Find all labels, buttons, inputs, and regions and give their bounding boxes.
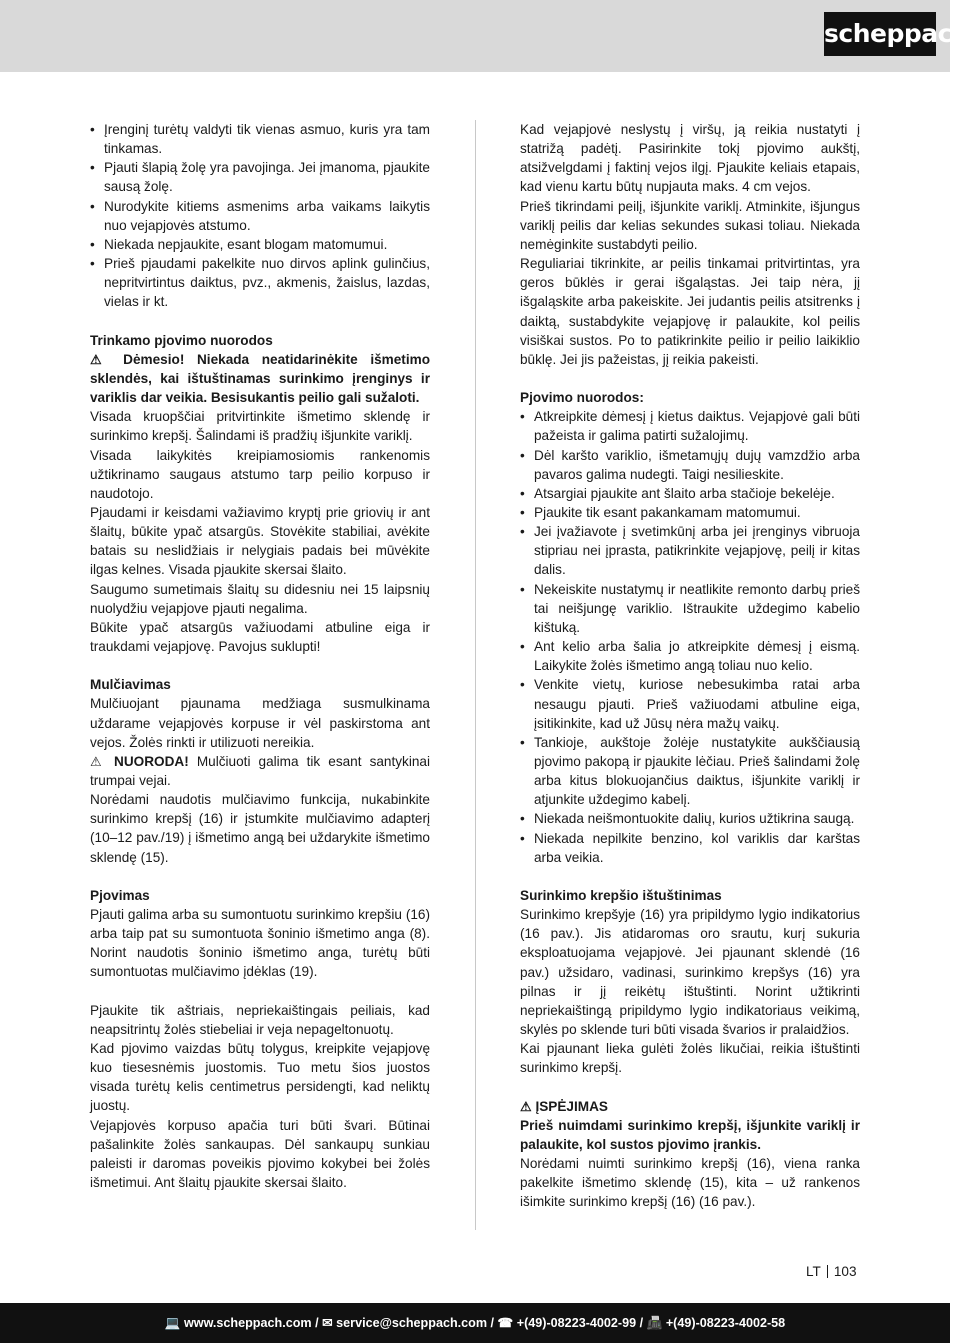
paragraph: Reguliariai tikrinkite, ar peilis tinkamai pritvirtintas, yra geros būklės ir gerai išgaląstas. Jei taip nėra, jį išgaląskite arba pakeiskite. Jei judantis peilis atsitrenks į daiktą, sustabdykite vejapjovę ir palaukite, kol peilis visiškai sustos. Po to patikrinkite peilio ir peilio laikiklio būklę. Jei jis pažeistas, jį reikia pakeisti. bbox=[520, 256, 860, 367]
paragraph: Pjaukite tik aštriais, nepriekaištingais peiliais, kad neapsitrintų žolės stiebeliai ir veja nepageltonuotų. bbox=[90, 1002, 430, 1037]
list-item: • Dėl karšto variklio, išmetamųjų dujų vamzdžio arba pavaros galima nudegti. Taigi nesilieskite. bbox=[520, 446, 860, 484]
trim-warning: ⚠ Dėmesio! Niekada neatidarinėkite išmetimo sklendės, kai ištuštinamas surinkimo įrenginys ir variklis dar veikia. Besisukantis peilio gali sužaloti. bbox=[90, 351, 431, 406]
list-item: • Pjaukite tik esant pakankamam matomumui. bbox=[520, 503, 860, 522]
paragraph: Kad vejapjovė neslystų į viršų, ją reikia nustatyti į statrižą padėtį. Pasirinkite tokį pjovimo aukštį, atsižvelgdami į faktinį vejos ilgį. Pjaukite keliais etapais, kad vienu kartu būtų nupjauta maks. 4 cm vejos. bbox=[520, 122, 860, 195]
paragraph: Būkite ypač atsargūs važiuodami atbuline eiga ir traukdami vejapjovę. Pavojus suklupti! bbox=[90, 619, 430, 655]
cutting-list bbox=[520, 407, 860, 867]
paragraph: Pjaudami ir keisdami važiavimo kryptį prie griovių ir ant šlaitų, būkite ypač atsargūs. Stovėkite stabiliai, avėkite batais su neslidžiais ir nelygiais padais bei mūvėkite ilgas kelnes. Visada pjaukite skersai šlaito. bbox=[90, 504, 430, 578]
list-item: • Ant kelio arba šalia jo atkreipkite dėmesį į eismą. Laikykite žolės išmetimo angą toliau nuo kelio. bbox=[520, 637, 860, 675]
section-heading-empty: Surinkimo krepšio ištuštinimas bbox=[520, 887, 722, 903]
phone-icon: ☎ bbox=[497, 1316, 514, 1330]
paragraph: Visada laikykitės kreipiamosiomis rankenomis užtikrinamo saugaus atstumo tarp peilio korpuso ir naudotojo. bbox=[90, 447, 430, 501]
right-column bbox=[520, 120, 860, 1211]
brand-logo: scheppach bbox=[824, 12, 936, 56]
section-heading-cut: Pjovimas bbox=[90, 887, 150, 903]
list-item: • Niekada neišmontuokite dalių, kurios užtikrina saugą. bbox=[520, 809, 860, 828]
page-number: LT 103 bbox=[806, 1264, 857, 1279]
warning-icon: ⚠ bbox=[90, 351, 111, 367]
left-column bbox=[90, 120, 430, 1192]
list-item: • Įrenginį turėtų valdyti tik vienas asmuo, kuris yra tam tinkamas. bbox=[90, 120, 430, 158]
paragraph: Mulčiuojant pjaunama medžiaga susmulkinama uždarame vejapjovės korpuse ir vėl paskirstoma ant vejos. Žolės rinkti ir utilizuoti nereikia. bbox=[90, 696, 430, 750]
phone-number: +(49)-08223-4002-99 bbox=[516, 1316, 637, 1330]
list-item: • Nurodykite kitiems asmenims arba vaikams laikytis nuo vejapjovės atstumo. bbox=[90, 197, 430, 235]
list-item: • Nekeiskite nustatymų ir neatlikite remonto darbų prieš tai neišjungę variklio. Ištraukite uždegimo kabelio kištuką. bbox=[520, 580, 860, 637]
website-link[interactable]: www.scheppach.com bbox=[183, 1316, 312, 1330]
safety-list bbox=[90, 120, 430, 312]
paragraph: Kai pjaunant lieka gulėti žolės likučiai, reikia ištuštinti surinkimo krepšį. bbox=[520, 1041, 860, 1076]
fax-icon: 📠 bbox=[646, 1316, 663, 1330]
list-item: • Atsargiai pjaukite ant šlaito arba stačioje bekelėje. bbox=[520, 484, 860, 503]
list-item: • Niekada nepilkite benzino, kol variklis dar karštas arba veikia. bbox=[520, 829, 860, 867]
computer-icon: 💻 bbox=[164, 1316, 181, 1330]
paragraph: Pjauti galima arba su sumontuotu surinkimo krepšiu (16) arba taip pat su sumontuota šoninio išmetimo anga (8). Norint naudotis šoninio išmetimo anga, turėtų būti sumontuotas mulčiavimo įdėklas (19). bbox=[90, 906, 430, 980]
list-item: • Venkite vietų, kuriose nebesukimba ratai arba nesaugu pjauti. Prieš važiuodami atbuline eiga, įsitikinkite, kad už Jūsų nėra mažų vaikų. bbox=[520, 675, 860, 732]
list-item: • Prieš pjaudami pakelkite nuo dirvos aplink gulinčius, nepritvirtintus daiktus, pvz., akmenis, žaislus, lazdas, vielas ir kt. bbox=[90, 254, 430, 311]
paragraph: Prieš tikrindami peilį, išjunkite variklį. Atminkite, išjungus variklį peilis dar kelias sekundes sukasi toliau. Niekada nemėginkite sustabdyti peilio. bbox=[520, 198, 860, 252]
fax-number: +(49)-08223-4002-58 bbox=[665, 1316, 786, 1330]
mulch-note: ⚠ NUORODA! Mulčiuoti galima tik esant santykinai trumpai vejai. bbox=[90, 753, 431, 788]
list-item: • Niekada nepjaukite, esant blogam matomumui. bbox=[90, 235, 430, 254]
list-item: • Jei įvažiavote į svetimkūnį arba jei įrenginys vibruoja stipriau nei įprasta, patikrinkite vejapjovę, peilį ir kitas dalis. bbox=[520, 522, 860, 579]
column-divider bbox=[475, 120, 476, 1230]
warning-bold: Prieš nuimdami surinkimo krepšį, išjunkite variklį ir palaukite, kol sustos pjovimo įrankis. bbox=[520, 1117, 860, 1152]
section-heading-cutting: Pjovimo nuorodos: bbox=[520, 390, 644, 406]
paragraph: Norėdami naudotis mulčiavimo funkcija, nukabinkite surinkimo krepšį (16) ir įstumkite mulčiavimo adapterį (10–12 pav./19) į išmetimo angą bei uždarykite išmetimo sklendę (15). bbox=[90, 792, 430, 865]
list-item: • Tankioje, aukštoje žolėje nustatykite aukščiausią pjovimo pakopą ir pjaukite lėčiau. Prieš šalindami žolę arba kitus blokuojančius daiktus, išjunkite variklį ir atjunkite uždegimo kabelį. bbox=[520, 733, 860, 810]
paragraph: Kad pjovimo vaizdas būtų tolygus, kreipkite vejapjovę kuo tiesesnėmis juostomis. Tuo metu šios juostos visada turėtų kelis centimetrus persidengti, kad neliktų juostų. bbox=[90, 1040, 430, 1114]
header-band bbox=[0, 0, 950, 72]
list-item: • Pjauti šlapią žolę yra pavojinga. Jei įmanoma, pjaukite sausą žolę. bbox=[90, 158, 430, 196]
paragraph: Norėdami nuimti surinkimo krepšį (16), viena ranka pakelkite išmetimo sklendę (15), kita – už rankenos išimkite surinkimo krepšį (16) (16 pav.). bbox=[520, 1155, 860, 1210]
paragraph: Surinkimo krepšyje (16) yra pripildymo lygio indikatorius (16 pav.). Jis atidaromas oro srautu, kurį sukuria eksploatuojama vejapjovė. Jei pjaunant sklendė (16 pav.) užsidaro, vadinasi, surinkimo krepšys (16) yra pilnas ir jį reikėtų ištuštinti. Norint užtikrinti nepriekaištingą pripildymo lygio indikatoriaus veikimą, skylės po sklende turi būti visada švarios ir pralaidžios. bbox=[520, 907, 860, 1038]
paragraph: Vejapjovės korpuso apačia turi būti švari. Būtinai pašalinkite žolės sankaupas. Dėl sankaupų sunkiau paleisti ir daromas poveikis pjovimo kokybei bei žolės išmetimui. Ant šlaitų pjaukite skersai šlaito. bbox=[90, 1117, 430, 1190]
email-link[interactable]: service@scheppach.com bbox=[336, 1316, 488, 1330]
warning-icon: ⚠ bbox=[90, 753, 106, 769]
paragraph: Visada kruopščiai pritvirtinkite išmetimo sklendę ir surinkimo krepšį. Šalindami iš pradžių išjunkite variklį. bbox=[90, 409, 430, 444]
section-heading-trim: Trinkamo pjovimo nuorodos bbox=[90, 332, 273, 348]
list-item: • Atkreipkite dėmesį į kietus daiktus. Vejapjovė gali būti pažeista ir galima patirti sužalojimų. bbox=[520, 407, 860, 445]
warning-icon: ⚠ bbox=[520, 1098, 532, 1114]
warning-heading: ⚠ ĮSPĖJIMAS bbox=[520, 1098, 608, 1114]
section-heading-mulch: Mulčiavimas bbox=[90, 677, 171, 693]
footer-bar: 💻 www.scheppach.com / ✉ service@scheppach.com / ☎ +(49)-08223-4002-99 / 📠 +(49)-08223-4002-58 bbox=[0, 1303, 950, 1343]
mail-icon: ✉ bbox=[322, 1316, 333, 1330]
paragraph: Saugumo sumetimais šlaitų su didesniu nei 15 laipsnių nuolydžiu vejapjove pjauti negalima. bbox=[90, 581, 430, 616]
